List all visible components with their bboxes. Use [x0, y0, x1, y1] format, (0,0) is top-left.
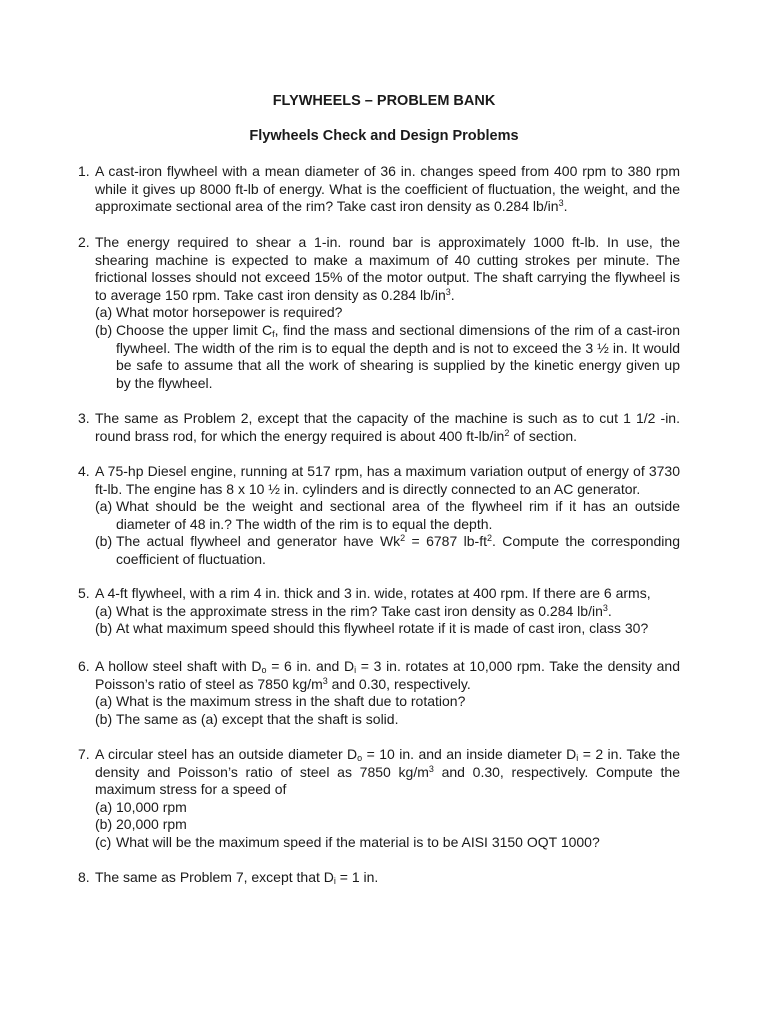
problem-part: (b) The actual flywheel and generator have $Wk^2 = 6787$ $lb-ft^2$. Compute the corresponding coefficient of fluctuation. — [95, 533, 680, 567]
problem-1 — [78, 163, 680, 216]
problem-part: (a) What is the approximate stress in the rim? Take cast iron density as 0.284 $lb/in^3$. — [95, 602, 612, 619]
problem-8 — [78, 869, 680, 887]
part-label: (a) — [95, 798, 113, 815]
part-label: (a) — [95, 693, 113, 710]
problem-text: A 75-hp Diesel engine, running at 517 rpm, has a maximum variation output of energy of 3730 ft-lb. The engine has 8 x 10 ½ in. cylinders and is directly connected to an AC generator. — [95, 463, 680, 497]
problem-part: (a) 10,000 rpm — [95, 798, 187, 815]
problem-number: 1. — [78, 163, 90, 179]
page-title: FLYWHEELS – PROBLEM BANK — [272, 93, 496, 109]
problem-5 — [78, 585, 680, 638]
problem-6 — [78, 658, 680, 728]
problem-text: A hollow steel shaft with $D_o = 6$ in. and $D_i = 3$ in. rotates at 10,000 rpm. Take the density and Poisson’s ratio of steel as 7850 $kg/m^3$ and 0.30, respectively. — [95, 658, 680, 692]
problem-text: A 4-ft flywheel, with a rim 4 in. thick and 3 in. wide, rotates at 400 rpm. If there are 6 arms, — [95, 585, 651, 601]
problem-text: A cast-iron flywheel with a mean diameter of 36 in. changes speed from 400 rpm to 380 rpm while it gives up 8000 ft-lb of energy. What is the coefficient of fluctuation, the weight, and the approximate sectional area of the rim? Take cast iron density as 0.284 $lb/in^3$. — [95, 163, 680, 215]
problem-number: 8. — [78, 869, 90, 885]
problem-number: 2. — [78, 234, 90, 250]
problem-number: 5. — [78, 585, 90, 601]
part-label: (b) — [95, 710, 113, 727]
problem-text: The same as Problem 7, except that $D_i = 1$ in. — [95, 869, 379, 886]
part-label: (b) — [95, 620, 113, 637]
problem-part: (a) What motor horsepower is required? — [95, 304, 343, 321]
problem-4 — [78, 463, 680, 569]
part-label: (a) — [95, 304, 113, 321]
problem-part: (b) The same as (a) except that the shaft is solid. — [95, 710, 399, 727]
part-label: (b) — [95, 321, 113, 338]
problem-part: (b) At what maximum speed should this flywheel rotate if it is made of cast iron, class 30? — [95, 620, 649, 637]
part-label: (b) — [95, 816, 113, 833]
problem-part: (a) What should be the weight and sectional area of the flywheel rim if it has an outside diameter of 48 in.? The width of the rim is to equal the depth. — [95, 498, 680, 532]
problem-part: (c) What will be the maximum speed if the material is to be AISI 3150 OQT 1000? — [95, 833, 600, 850]
page-subtitle: Flywheels Check and Design Problems — [249, 128, 519, 144]
problem-text: The same as Problem 2, except that the capacity of the machine is such as to cut 1 1/2 -in. round brass rod, for which the energy required is about 400 $ft-lb/in^2$ of section. — [95, 410, 680, 444]
problem-2 — [78, 234, 680, 392]
problem-text: The energy required to shear a 1-in. round bar is approximately 1000 ft-lb. In use, the shearing machine is expected to make a maximum of 40 cutting strokes per minute. The frictional losses should not exceed 15% of the motor output. The shaft carrying the flywheel is to average 150 rpm. Take cast iron density as 0.284 $lb/in^3$. — [95, 234, 680, 303]
problem-number: 3. — [78, 410, 90, 426]
problem-text: A circular steel has an outside diameter $D_o = 10$ in. and an inside diameter $D_i = 2$ in. Take the density and Poisson’s ratio of steel as 7850 $kg/m^3$ and 0.30, respectively. Compute the maximum stress for a speed of — [95, 746, 681, 798]
part-label: (b) — [95, 533, 113, 550]
problem-part: (a) What is the maximum stress in the shaft due to rotation? — [95, 693, 466, 710]
problem-number: 7. — [78, 746, 90, 762]
problem-part: (b) 20,000 rpm — [95, 816, 187, 833]
problem-part: (b) Choose the upper limit $C_f$, find the mass and sectional dimensions of the rim of a cast-iron flywheel. The width of the rim is to equal the depth and is not to exceed the 3 ½ in. It would be safe to assume that all the work of shearing is supplied by the kinetic energy given up by the flywheel. — [95, 321, 680, 391]
problem-7 — [78, 746, 681, 852]
part-label: (a) — [95, 602, 113, 619]
problem-3 — [78, 410, 680, 445]
problem-number: 4. — [78, 463, 90, 479]
part-label: (c) — [95, 833, 112, 850]
problem-number: 6. — [78, 658, 90, 674]
part-label: (a) — [95, 498, 113, 515]
